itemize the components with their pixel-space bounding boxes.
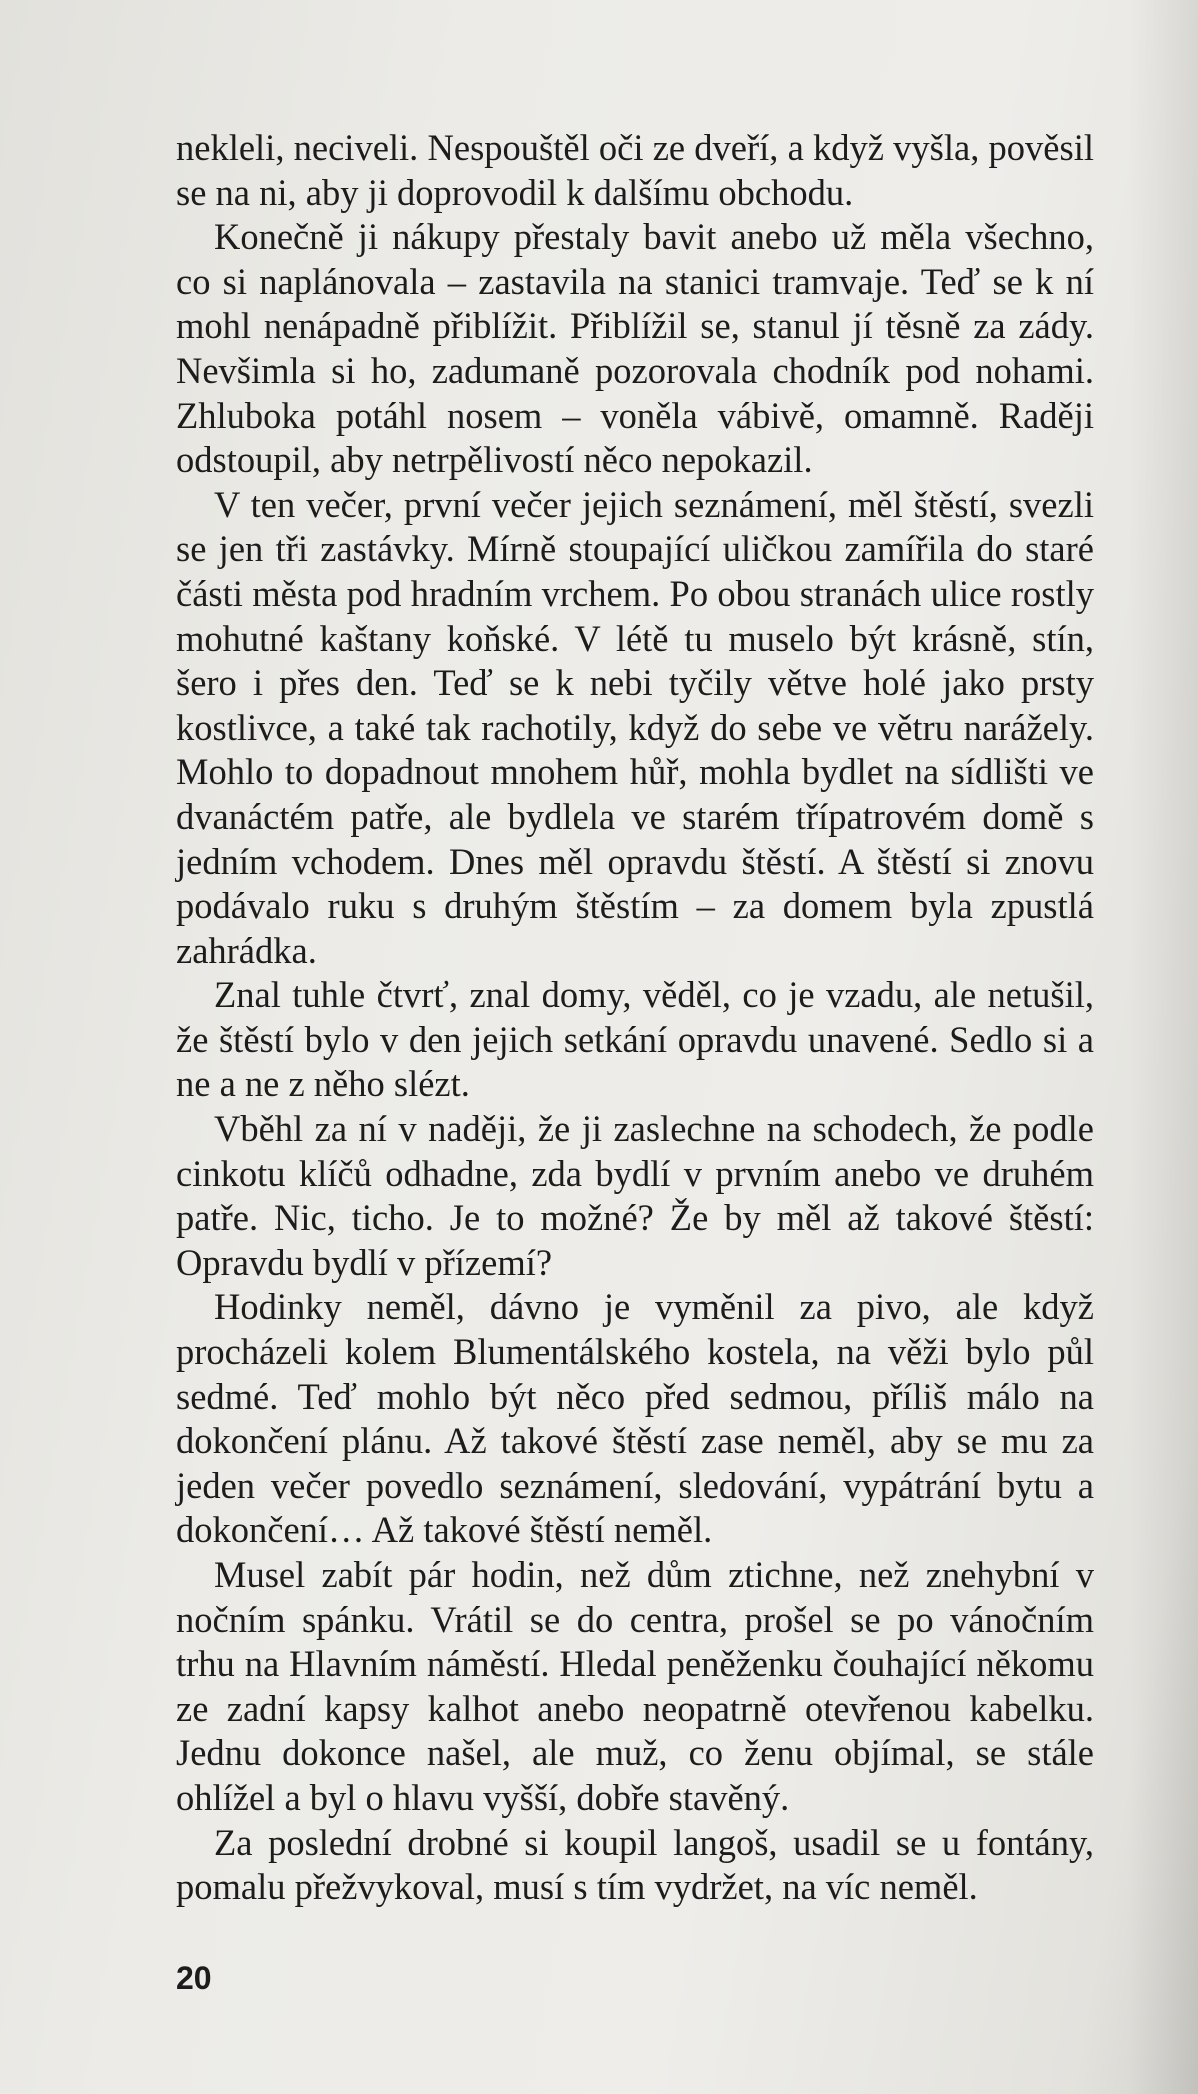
paragraph: Musel zabít pár hodin, než dům ztichne, než znehybní v nočním spánku. Vrátil se do centra, prošel se po vánočním trhu na Hlavním náměstí. Hledal peněženku čouhající někomu ze zadní kapsy kalhot anebo neopatrně otevřenou kabelku. Jednu dokonce našel, ale muž, co ženu objímal, se stále ohlížel a byl o hlavu vyšší, dobře stavěný. bbox=[176, 1554, 1094, 1818]
paragraph: Konečně ji nákupy přestaly bavit anebo už měla všechno, co si naplánovala – zastavila na stanici tramvaje. Teď se k ní mohl nenápadně přiblížit. Přiblížil se, stanul jí těsně za zády. Nevšimla si ho, zadumaně pozorovala chodník pod nohami. Zhluboka potáhl nosem – voněla vábivě, omamně. Raději odstoupil, aby netrpělivostí něco nepokazil. bbox=[176, 216, 1094, 481]
paragraph: Znal tuhle čtvrť, znal domy, věděl, co je vzadu, ale netušil, že štěstí bylo v den jejich setkání opravdu unavené. Sedlo si a ne a ne z něho slézt. bbox=[176, 974, 1094, 1105]
paragraph: Za poslední drobné si koupil langoš, usadil se u fontány, pomalu přežvykoval, musí s tím vydržet, na víc neměl. bbox=[176, 1821, 1094, 1908]
paragraph: nekleli, neciveli. Nespouštěl oči ze dveří, a když vyšla, pověsil se na ni, aby ji doprovodil k dalšímu obchodu. bbox=[176, 127, 1094, 213]
paragraph: V ten večer, první večer jejich seznámení, měl štěstí, svezli se jen tři zastávky. Mírně stoupající uličkou zamířila do staré části města pod hradním vrchem. Po obou stranách ulice rostly mohutné kaštany koňské. V létě tu muselo být krásně, stín, šero i přes den. Teď se k nebi tyčily větve holé jako prsty kostlivce, a také tak rachotily, když do sebe ve větru narážely. Mohlo to dopadnout mnohem hůř, mohla bydlet na sídlišti ve dvanáctém patře, ale bydlela ve starém třípatrovém domě s jedním vchodem. Dnes měl opravdu štěstí. A štěstí si znovu podávalo ruku s druhým štěstím – za domem byla zpustlá zahrádka. bbox=[176, 483, 1094, 971]
paragraph: Hodinky neměl, dávno je vyměnil za pivo, ale když procházeli kolem Blumentálského kostela, na věži bylo půl sedmé. Teď mohlo být něco před sedmou, příliš málo na dokončení plánu. Až takové štěstí zase neměl, aby se mu za jeden večer povedlo seznámení, sledování, vypátrání bytu a dokončení… Až takové štěstí neměl. bbox=[176, 1286, 1094, 1551]
body-text bbox=[176, 126, 1094, 1910]
paragraph: Vběhl za ní v naději, že ji zaslechne na schodech, že podle cinkotu klíčů odhadne, zda bydlí v prvním anebo ve druhém patře. Nic, ticho. Je to možné? Že by měl až takové štěstí: Opravdu bydlí v přízemí? bbox=[176, 1108, 1094, 1283]
page-edge-shadow bbox=[1128, 0, 1198, 2094]
page-number: 20 bbox=[176, 1960, 212, 1996]
